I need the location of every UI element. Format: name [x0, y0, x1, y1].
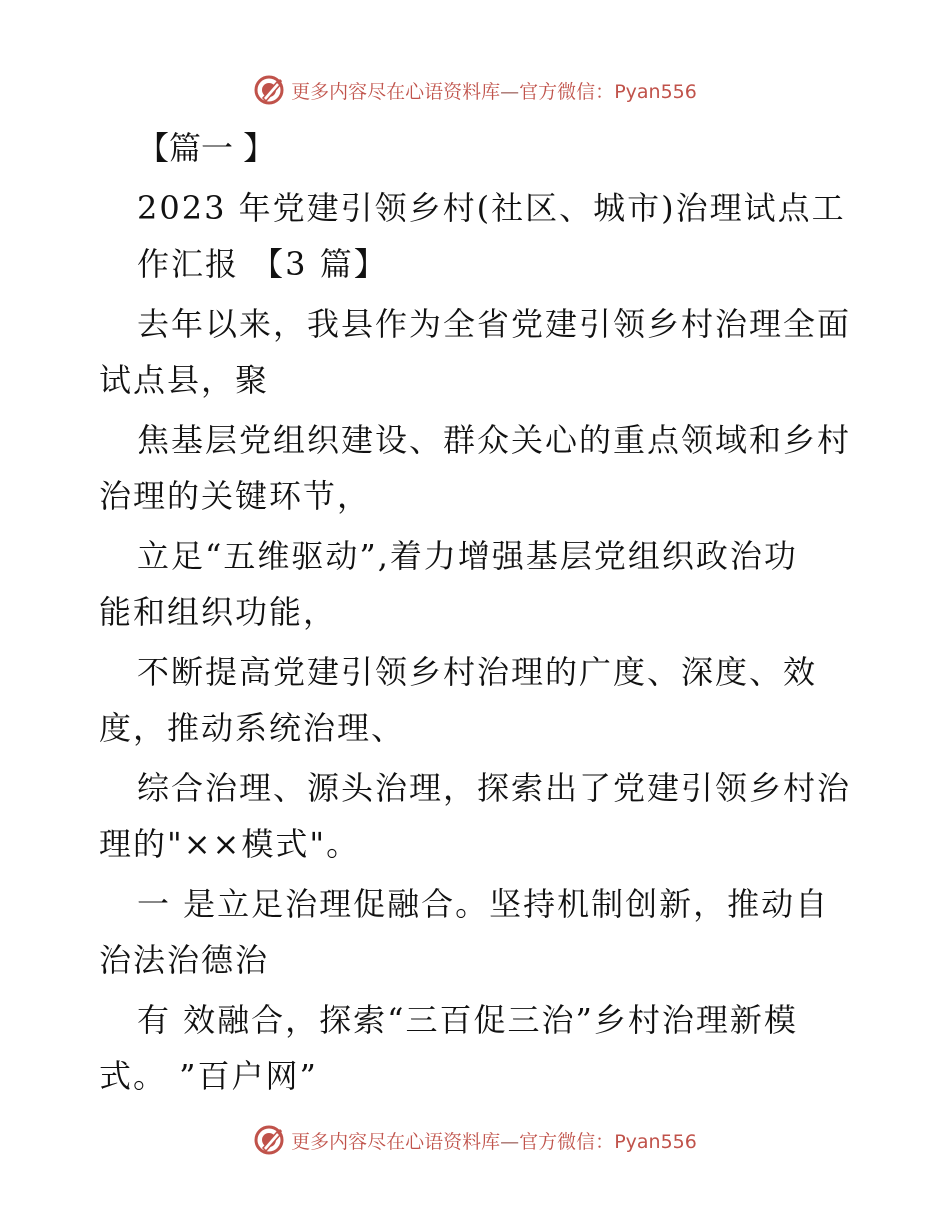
banner-text	[291, 1127, 697, 1154]
body-line: 治理的关键环节，	[99, 477, 372, 515]
body-line: 治法治德治	[99, 941, 270, 979]
body-line: 一 是立足治理促融合。坚持机制创新，推动自	[137, 885, 830, 923]
body-line: 焦基层党组织建设、群众关心的重点领域和乡村	[137, 421, 852, 459]
body-line: 试点县，聚	[99, 361, 270, 399]
banner-wechat-label: 官方微信：	[519, 80, 615, 103]
footer-banner	[0, 1120, 950, 1160]
section-heading: 【篇一 】	[137, 129, 276, 167]
pen-logo-icon	[253, 74, 285, 106]
banner-text	[291, 77, 697, 104]
document-title-line-1: 2023 年党建引领乡村(社区、城市)治理试点工	[137, 189, 846, 227]
banner-main-text: 更多内容尽在心语资料库	[291, 80, 501, 103]
header-banner	[0, 70, 950, 110]
document-title-line-2: 作汇报 【3 篇】	[137, 245, 388, 283]
banner-wechat-id: Pyan556	[614, 1130, 697, 1153]
body-line: 综合治理、源头治理，探索出了党建引领乡村治	[137, 769, 852, 807]
body-line: 式。 ”百户网”	[99, 1057, 318, 1095]
banner-separator: —	[500, 80, 520, 103]
body-line: 能和组织功能，	[99, 593, 338, 631]
pen-logo-icon	[253, 1124, 285, 1156]
banner-separator: —	[500, 1130, 520, 1153]
banner-wechat-label: 官方微信：	[519, 1130, 615, 1153]
body-line: 去年以来，我县作为全省党建引领乡村治理全面	[137, 305, 852, 343]
body-line: 理的"××模式"。	[99, 825, 361, 863]
banner-main-text: 更多内容尽在心语资料库	[291, 1130, 501, 1153]
body-line: 立足“五维驱动”,着力增强基层党组织政治功	[137, 537, 798, 575]
body-line: 不断提高党建引领乡村治理的广度、深度、效	[137, 653, 818, 691]
body-line: 度，推动系统治理、	[99, 709, 406, 747]
body-line: 有 效融合，探索“三百促三治”乡村治理新模	[137, 1001, 798, 1039]
banner-wechat-id: Pyan556	[614, 80, 697, 103]
